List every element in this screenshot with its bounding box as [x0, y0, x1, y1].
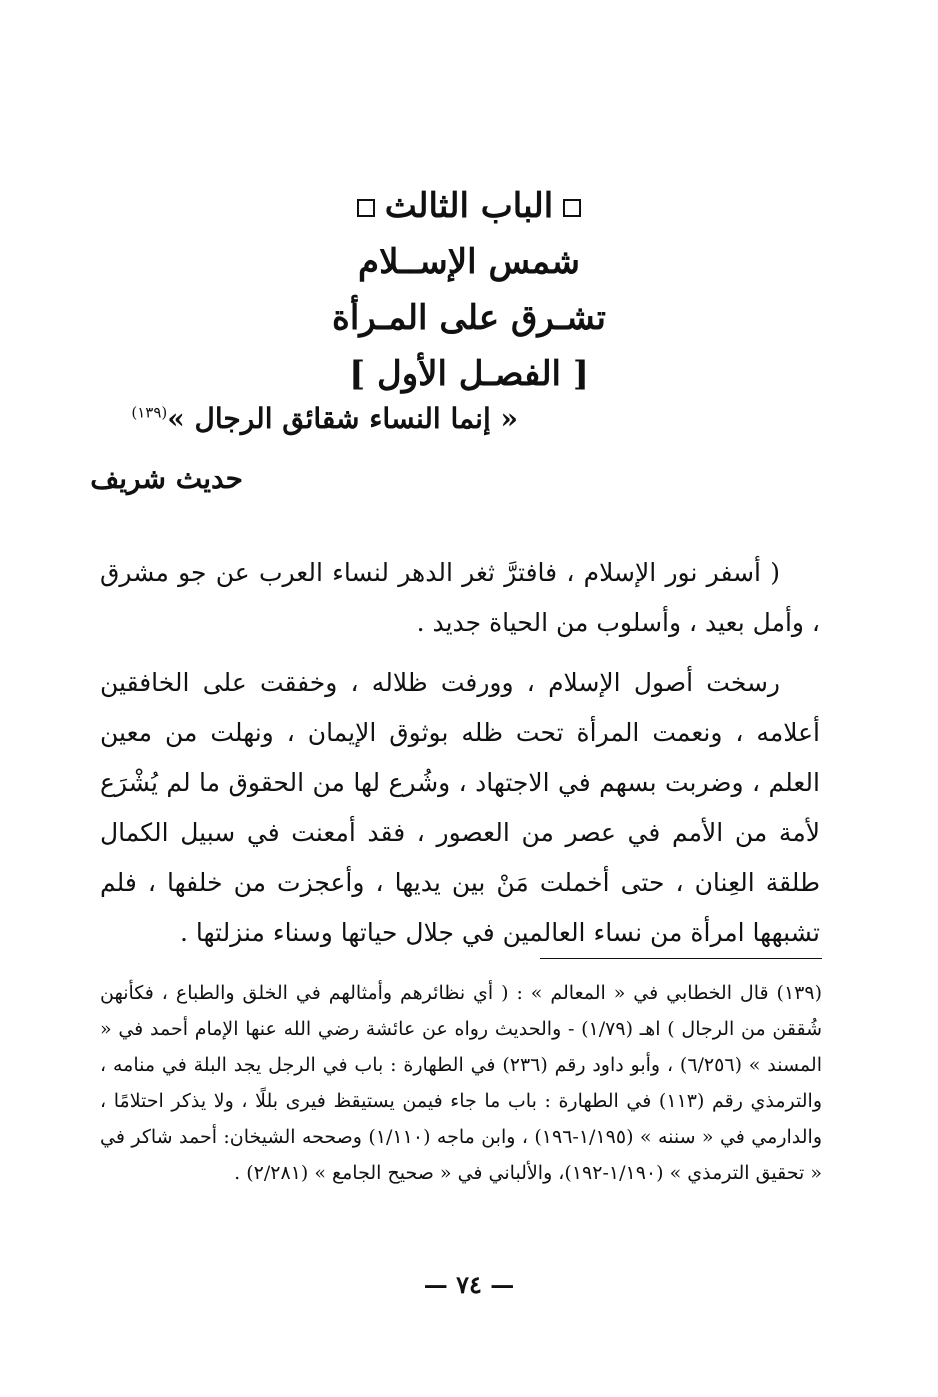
page-number: — ٧٤ — — [423, 1270, 515, 1299]
chapter-title-text: الباب الثالث — [384, 186, 554, 226]
paragraph-2: رسخت أصول الإسلام ، وورفت ظلاله ، وخفقت على الخافقين أعلامه ، ونعمت المرأة تحت ظله بوثوق الإيمان ، ونهلت من معين العلم ، وضربت بسهم في الاجتهاد ، وشُرع لها من الحقوق ما لم يُشْرَع لأمة من الأمم في عصر من العصور ، فقد أمعنت في سبيل الكمال طلقة العِنان ، حتى أخملت مَنْ بين يديها ، وأعجزت من خلفها ، فلم تشبهها امرأة من نساء العالمين في جلال حياتها وسناء منزلتها . — [100, 668, 820, 947]
footnote — [100, 975, 822, 1191]
footnote-divider — [540, 958, 822, 959]
chapter-subtitle-line-2: تشـرق على المـرأة — [332, 298, 606, 338]
footnote-reference[interactable]: (١٣٩) — [131, 403, 168, 422]
body-text — [100, 548, 820, 958]
hadith-label: حديث شريف — [90, 462, 243, 495]
paragraph-1: ( أسفر نور الإسلام ، فافترَّ ثغر الدهر لنساء العرب عن جو مشرق ، وأمل بعيد ، وأسلوب من الحياة جديد . — [100, 558, 820, 637]
chapter-subtitle-line-1: شمس الإســلام — [358, 242, 580, 282]
chapter-heading-block — [0, 178, 938, 402]
section-heading: [ الفصـل الأول ] — [349, 354, 589, 394]
square-ornament-icon — [563, 199, 581, 217]
square-ornament-icon — [357, 199, 375, 217]
hadith-quote — [131, 402, 518, 435]
hadith-quote-text: « إنما النساء شقائق الرجال » — [167, 402, 518, 435]
footnote-text: قال الخطابي في « المعالم » : ( أي نظائرهم وأمثالهم في الخلق والطباع ، فكأنهن شُققن من الرجال ) اهـ (١/٧٩) - والحديث رواه عن عائشة رضي الله عنها الإمام أحمد في « المسند » (٦/٢٥٦) ، وأبو داود رقم (٢٣٦) في الطهارة : باب في الرجل يجد البلة في منامه ، والترمذي رقم (١١٣) في الطهارة : باب ما جاء فيمن يستيقظ فيرى بللًا ، ولا يذكر احتلامًا ، والدارمي في « سننه » (١/١٩٥-١٩٦) ، وابن ماجه (١/١١٠) وصححه الشيخان: أحمد شاكر في « تحقيق الترمذي » (١/١٩٠-١٩٢)، والألباني في « صحيح الجامع » (٢/٢٨١) . — [100, 982, 822, 1184]
footnote-number: (١٣٩) — [776, 982, 822, 1004]
chapter-title — [0, 178, 938, 234]
